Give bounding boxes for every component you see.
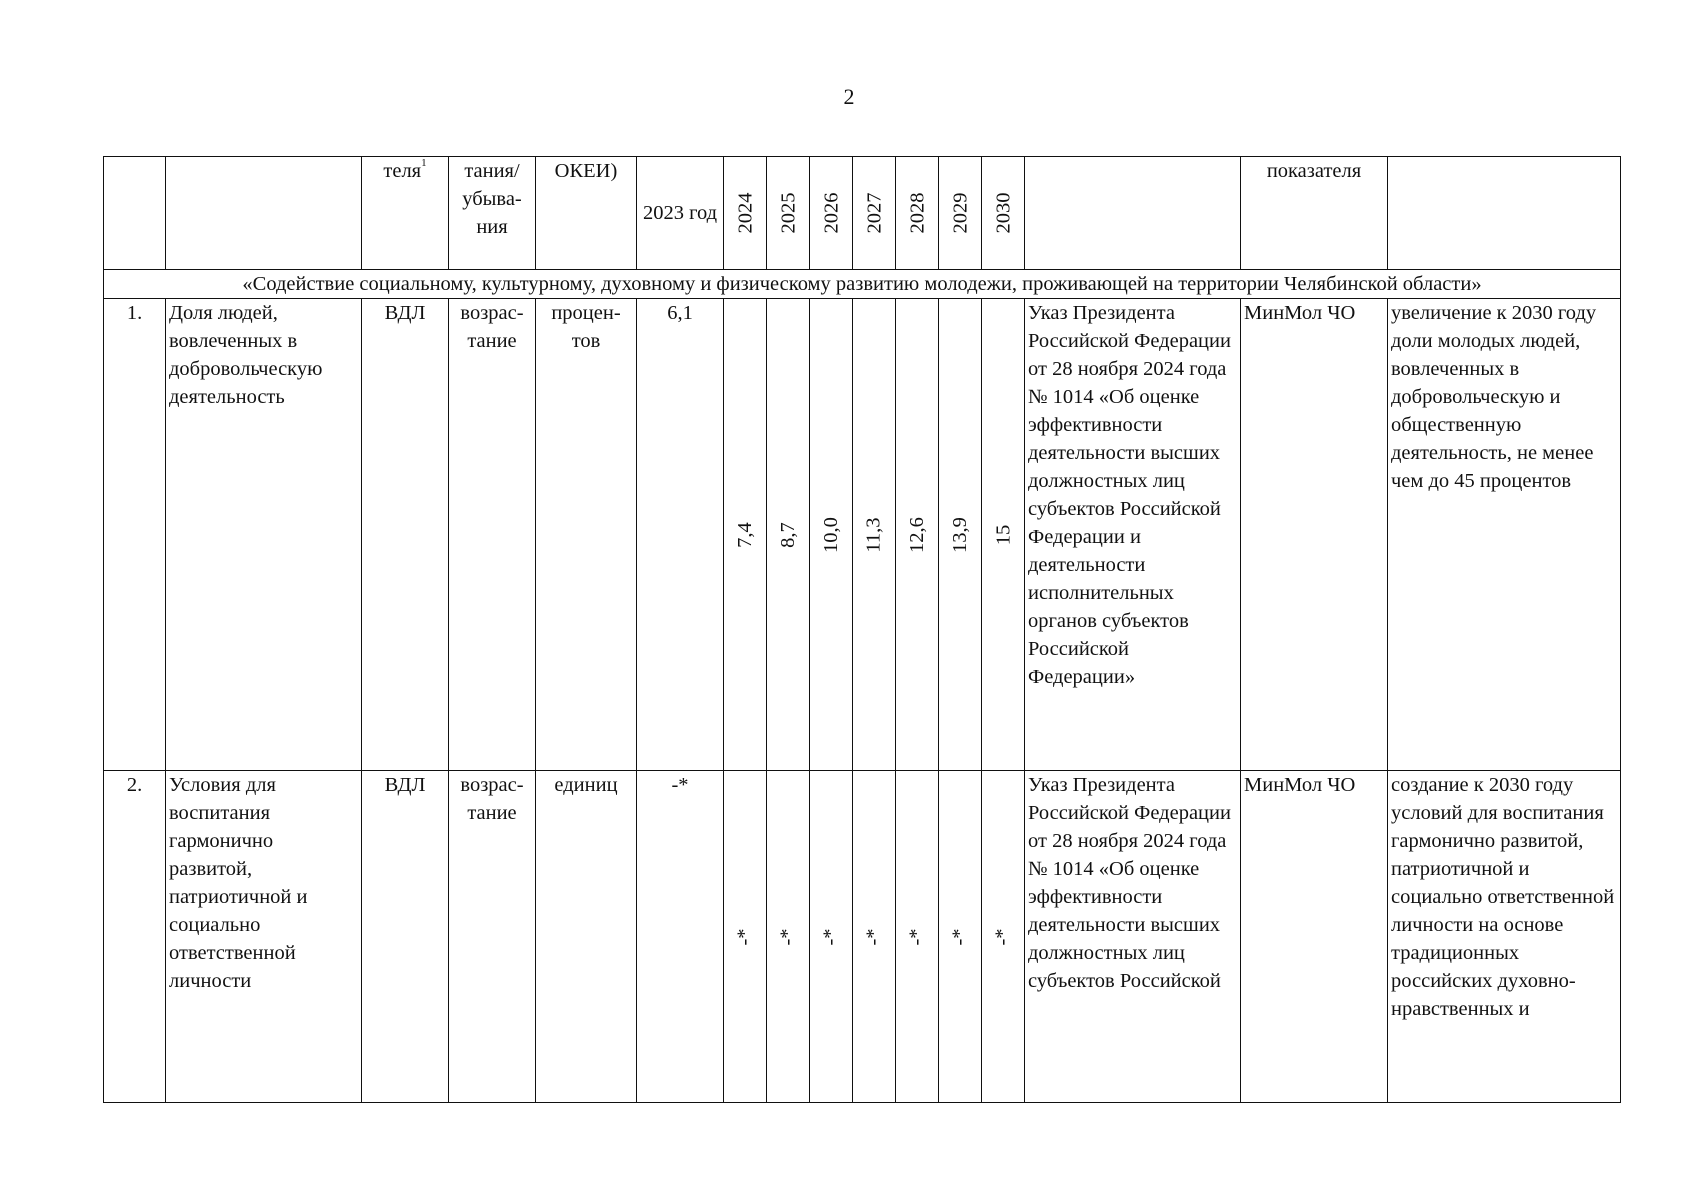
value-2030	[982, 299, 1025, 771]
row-num: 2.	[104, 771, 166, 1103]
indicator-document: Указ Президента Российской Федерации от 28 ноября 2024 года № 1014 «Об оценке эффективности деятельности высших должностных лиц субъектов Российской	[1025, 771, 1241, 1103]
row-num: 1.	[104, 299, 166, 771]
header-year-2026	[810, 157, 853, 270]
header-cell-unit: ОКЕИ)	[536, 157, 637, 270]
header-cell-base: 2023 год	[637, 157, 724, 270]
year-label: 2029	[949, 192, 971, 234]
value-2027	[853, 771, 896, 1103]
header-type-label: теля	[383, 160, 422, 182]
value-label: 12,6	[906, 516, 928, 553]
indicator-unit: единиц	[536, 771, 637, 1103]
value-label: 8,7	[777, 521, 799, 548]
section-title: «Содействие социальному, культурному, духовному и физическому развитию молодежи, проживающей на территории Челябинской области»	[104, 270, 1621, 299]
value-2024	[724, 299, 767, 771]
table-row	[104, 771, 1621, 1103]
indicator-type: ВДЛ	[362, 771, 449, 1103]
year-label: 2026	[820, 192, 842, 234]
value-2029	[939, 299, 982, 771]
indicator-name: Условия для воспитания гармонично развитой, патриотичной и социально ответственной личности	[166, 771, 362, 1103]
year-label: 2030	[992, 192, 1014, 234]
header-cell-link	[1388, 157, 1621, 270]
value-2028	[896, 299, 939, 771]
indicator-base-value: -*	[637, 771, 724, 1103]
value-label: 7,4	[734, 521, 756, 548]
indicator-unit: процен-тов	[536, 299, 637, 771]
header-cell-num	[104, 157, 166, 270]
indicator-type: ВДЛ	[362, 299, 449, 771]
value-2024	[724, 771, 767, 1103]
indicator-trend: возрас-тание	[449, 771, 536, 1103]
value-2029	[939, 771, 982, 1103]
value-label: -*	[733, 927, 756, 946]
value-label: -*	[862, 927, 885, 946]
value-2028	[896, 771, 939, 1103]
year-label: 2024	[734, 192, 756, 234]
indicator-responsible: МинМол ЧО	[1241, 299, 1388, 771]
value-2030	[982, 771, 1025, 1103]
header-year-2024	[724, 157, 767, 270]
section-row	[104, 270, 1621, 299]
header-year-2030	[982, 157, 1025, 270]
year-label: 2028	[906, 192, 928, 234]
indicator-trend: возрас-тание	[449, 299, 536, 771]
header-year-2025	[767, 157, 810, 270]
header-year-2029	[939, 157, 982, 270]
value-2026	[810, 771, 853, 1103]
value-label: 15	[992, 524, 1014, 545]
value-label: -*	[905, 927, 928, 946]
value-label: 10,0	[820, 516, 842, 553]
year-label: 2025	[777, 192, 799, 234]
value-label: -*	[819, 927, 842, 946]
value-2026	[810, 299, 853, 771]
value-label: -*	[776, 927, 799, 946]
indicator-responsible: МинМол ЧО	[1241, 771, 1388, 1103]
indicator-link: увеличение к 2030 году доли молодых людей, вовлеченных в добровольческую и общественную деятельность, не менее чем до 45 процентов	[1388, 299, 1621, 771]
page-number: 2	[843, 84, 855, 109]
header-cell-trend: тания/ убыва-ния	[449, 157, 536, 270]
value-label: 13,9	[949, 516, 971, 553]
value-label: -*	[948, 927, 971, 946]
header-cell-document	[1025, 157, 1241, 270]
header-row	[104, 157, 1621, 270]
footnote-marker: 1	[421, 157, 427, 169]
indicator-base-value: 6,1	[637, 299, 724, 771]
value-2025	[767, 299, 810, 771]
year-label: 2027	[863, 192, 885, 234]
indicators-table	[103, 156, 1621, 1103]
indicator-document: Указ Президента Российской Федерации от 28 ноября 2024 года № 1014 «Об оценке эффективности деятельности высших должностных лиц субъектов Российской Федерации и деятельности исполнительных органов субъектов Российской Федерации»	[1025, 299, 1241, 771]
table-row	[104, 299, 1621, 771]
header-cell-type	[362, 157, 449, 270]
header-cell-name	[166, 157, 362, 270]
value-label: -*	[991, 927, 1014, 946]
header-year-2028	[896, 157, 939, 270]
value-2025	[767, 771, 810, 1103]
value-label: 11,3	[863, 516, 885, 553]
value-2027	[853, 299, 896, 771]
indicator-name: Доля людей, вовлеченных в добровольческую деятельность	[166, 299, 362, 771]
header-cell-responsible: показателя	[1241, 157, 1388, 270]
header-year-2027	[853, 157, 896, 270]
indicator-link: создание к 2030 году условий для воспитания гармонично развитой, патриотичной и социально ответственной личности на основе традиционных российских духовно-нравственных и	[1388, 771, 1621, 1103]
